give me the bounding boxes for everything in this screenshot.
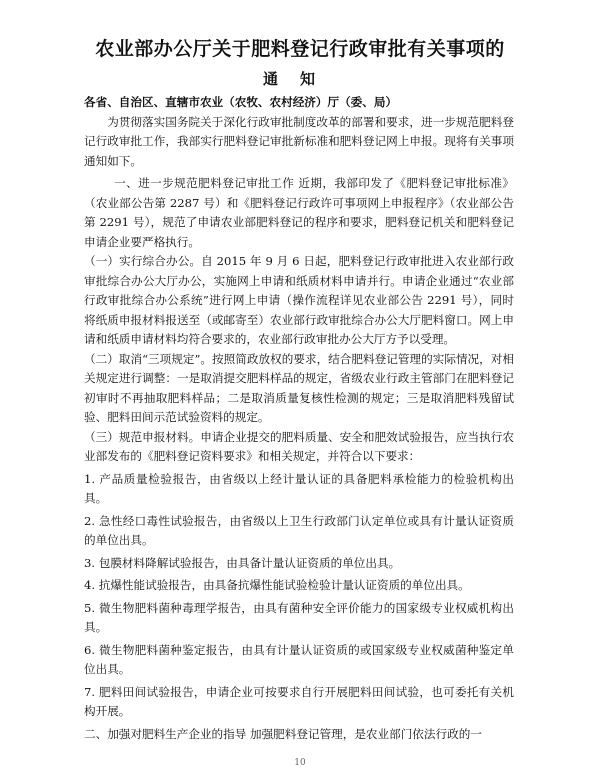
requirement-item: 6. 微生物肥料菌种鉴定报告，由具有计量认证资质的或国家级专业权威菌种鉴定单位出具。 <box>84 642 514 676</box>
requirement-item: 7. 肥料田间试验报告，申请企业可按要求自行开展肥料田间试验，也可委托有关机构开展。 <box>84 684 514 718</box>
addressee: 各省、自治区、直辖市农业（农牧、农村经济）厅（委、局） <box>84 95 398 109</box>
document-subtitle: 通知 <box>262 70 337 88</box>
requirement-item: 3. 包膜材料降解试验报告，由具备计量认证资质的单位出具。 <box>84 555 401 570</box>
intro-paragraph: 为贯彻落实国务院关于深化行政审批制度改革的部署和要求，进一步规范肥料登记行政审批工作，我部实行肥料登记审批新标准和肥料登记网上申报。现将有关事项通知如下。 <box>84 114 514 168</box>
requirement-item: 1. 产品质量检验报告，由省级以上经计量认证的具备肥料承检能力的检验机构出具。 <box>84 471 514 505</box>
requirement-item: 2. 急性经口毒性试验报告，由省级以上卫生行政部门认定单位或具有计量认证资质的单位出具。 <box>84 513 514 547</box>
document-body <box>84 93 514 744</box>
section-1-paragraph: 一、进一步规范肥料登记审批工作 近期，我部印发了《肥料登记审批标准》（农业部公告第 2287 号）和《肥料登记行政许可事项网上申报程序》（农业部公告第 2291 号），规范了申请农业部肥料登记的程序和要求，肥料登记机关和肥料登记申请企业要严格执行。 <box>84 176 514 249</box>
item-3-paragraph: （三）规范申报材料。申请企业提交的肥料质量、安全和肥效试验报告，应当执行农业部发布的《肥料登记资料要求》和相关规定，并符合以下要求： <box>84 429 514 463</box>
section-2-paragraph: 二、加强对肥料生产企业的指导 加强肥料登记管理，是农业部门依法行政的一 <box>84 726 482 741</box>
page-number: 10 <box>294 758 306 768</box>
requirement-item: 5. 微生物肥料菌种毒理学报告，由具有菌种安全评价能力的国家级专业权威机构出具。 <box>84 600 514 634</box>
item-2-paragraph: （二）取消“三项规定”。按照简政放权的要求，结合肥料登记管理的实际情况，对相关规定进行调整：一是取消提交肥料样品的规定，省级农业行政主管部门在肥料登记初审时不再抽取肥料样品；二是取消质量复核性检测的规定；三是取消肥料残留试验、肥料田间示范试验资料的规定。 <box>84 351 514 424</box>
requirement-item: 4. 抗爆性能试验报告，由具备抗爆性能试验检验计量认证资质的单位出具。 <box>84 578 470 592</box>
document-title: 农业部办公厅关于肥料登记行政审批有关事项的 <box>95 38 505 60</box>
item-1-paragraph: （一）实行综合办公。自 2015 年 9 月 6 日起，肥料登记行政审批进入农业部行政审批综合办公大厅办公，实施网上申请和纸质材料申请并行。申请企业通过“农业部行政审批综合办公系统”进行网上申请（操作流程详见农业部公告 2291 号），同时将纸质申报材料报送至（或邮寄至）农业部行政审批综合办公大厅肥料窗口。网上申请和纸质申请材料均符合要求的，农业部行政审批办公大厅方予以受理。 <box>84 254 514 346</box>
